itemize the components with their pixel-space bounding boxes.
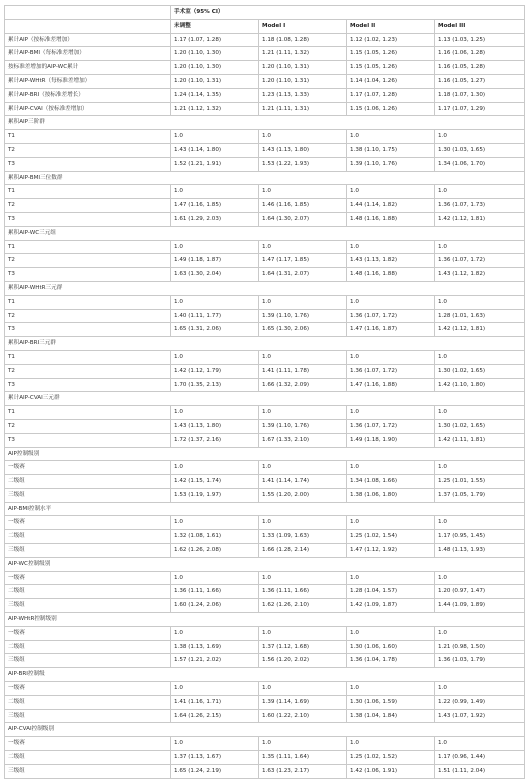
table-row bbox=[5, 737, 525, 751]
value-cell: 1.0 bbox=[171, 185, 259, 199]
value-cell: 1.21 (1.11, 1.32) bbox=[259, 47, 347, 61]
section-label: AIP-BMI控制水平 bbox=[5, 502, 525, 516]
value-cell: 1.67 (1.33, 2.10) bbox=[259, 433, 347, 447]
value-cell: 1.16 (1.05, 1.28) bbox=[435, 61, 525, 75]
value-cell: 1.41 (1.11, 1.78) bbox=[259, 364, 347, 378]
value-cell: 1.39 (1.10, 1.76) bbox=[347, 157, 435, 171]
value-cell: 1.20 (1.10, 1.31) bbox=[171, 74, 259, 88]
value-cell: 1.53 (1.19, 1.97) bbox=[171, 488, 259, 502]
table-row bbox=[5, 102, 525, 116]
value-cell: 1.47 (1.16, 1.85) bbox=[171, 199, 259, 213]
value-cell: 1.62 (1.26, 2.10) bbox=[259, 599, 347, 613]
section-row bbox=[5, 557, 525, 571]
value-cell: 1.25 (1.02, 1.52) bbox=[347, 751, 435, 765]
value-cell: 1.17 (1.07, 1.29) bbox=[435, 102, 525, 116]
value-cell: 1.43 (1.14, 1.80) bbox=[171, 143, 259, 157]
value-cell: 1.0 bbox=[259, 461, 347, 475]
table-row bbox=[5, 254, 525, 268]
value-cell: 1.0 bbox=[435, 130, 525, 144]
header-empty-cell bbox=[5, 19, 171, 33]
value-cell: 1.24 (1.14, 1.35) bbox=[171, 88, 259, 102]
value-cell: 1.30 (1.02, 1.65) bbox=[435, 364, 525, 378]
row-label: 三级组 bbox=[5, 599, 171, 613]
value-cell: 1.36 (1.11, 1.66) bbox=[259, 585, 347, 599]
value-cell: 1.48 (1.13, 1.93) bbox=[435, 544, 525, 558]
value-cell: 1.17 (1.07, 1.28) bbox=[171, 33, 259, 47]
value-cell: 1.0 bbox=[347, 626, 435, 640]
value-cell: 1.0 bbox=[347, 295, 435, 309]
value-cell: 1.43 (1.13, 1.80) bbox=[259, 143, 347, 157]
value-cell: 1.41 (1.14, 1.74) bbox=[259, 475, 347, 489]
row-label: 三级组 bbox=[5, 654, 171, 668]
value-cell: 1.0 bbox=[171, 240, 259, 254]
column-header: Model I bbox=[259, 19, 347, 33]
value-cell: 1.34 (1.08, 1.66) bbox=[347, 475, 435, 489]
value-cell: 1.30 (1.06, 1.60) bbox=[347, 640, 435, 654]
value-cell: 1.47 (1.12, 1.92) bbox=[347, 544, 435, 558]
row-label: T2 bbox=[5, 199, 171, 213]
row-label: T3 bbox=[5, 157, 171, 171]
value-cell: 1.66 (1.32, 2.09) bbox=[259, 378, 347, 392]
value-cell: 1.15 (1.06, 1.26) bbox=[347, 102, 435, 116]
section-row bbox=[5, 116, 525, 130]
row-label: T1 bbox=[5, 130, 171, 144]
value-cell: 1.43 (1.12, 1.82) bbox=[435, 268, 525, 282]
value-cell: 1.39 (1.14, 1.69) bbox=[259, 695, 347, 709]
value-cell: 1.0 bbox=[171, 350, 259, 364]
section-label: 累计AIP-CVAI三元群 bbox=[5, 392, 525, 406]
value-cell: 1.0 bbox=[171, 406, 259, 420]
value-cell: 1.52 (1.21, 1.91) bbox=[171, 157, 259, 171]
value-cell: 1.38 (1.04, 1.84) bbox=[347, 709, 435, 723]
value-cell: 1.0 bbox=[435, 682, 525, 696]
value-cell: 1.20 (1.10, 1.31) bbox=[259, 61, 347, 75]
value-cell: 1.28 (1.01, 1.63) bbox=[435, 309, 525, 323]
section-row bbox=[5, 226, 525, 240]
table-row bbox=[5, 268, 525, 282]
value-cell: 1.0 bbox=[347, 185, 435, 199]
row-label: T3 bbox=[5, 212, 171, 226]
table-row bbox=[5, 682, 525, 696]
value-cell: 1.44 (1.14, 1.82) bbox=[347, 199, 435, 213]
value-cell: 1.42 (1.09, 1.87) bbox=[347, 599, 435, 613]
value-cell: 1.0 bbox=[347, 461, 435, 475]
value-cell: 1.17 (0.95, 1.45) bbox=[435, 530, 525, 544]
value-cell: 1.0 bbox=[435, 406, 525, 420]
value-cell: 1.0 bbox=[435, 737, 525, 751]
table-row bbox=[5, 295, 525, 309]
row-label: 三级组 bbox=[5, 764, 171, 778]
table-row bbox=[5, 185, 525, 199]
value-cell: 1.0 bbox=[435, 295, 525, 309]
value-cell: 1.36 (1.07, 1.72) bbox=[435, 254, 525, 268]
row-label: 二级组 bbox=[5, 640, 171, 654]
value-cell: 1.28 (1.04, 1.57) bbox=[347, 585, 435, 599]
value-cell: 1.0 bbox=[171, 461, 259, 475]
value-cell: 1.42 (1.10, 1.80) bbox=[435, 378, 525, 392]
row-label: 一级赛 bbox=[5, 571, 171, 585]
value-cell: 1.0 bbox=[347, 571, 435, 585]
table-row bbox=[5, 544, 525, 558]
table-row bbox=[5, 88, 525, 102]
table-row bbox=[5, 157, 525, 171]
value-cell: 1.30 (1.03, 1.65) bbox=[435, 143, 525, 157]
value-cell: 1.36 (1.07, 1.73) bbox=[435, 199, 525, 213]
value-cell: 1.0 bbox=[171, 682, 259, 696]
header-empty-cell bbox=[5, 6, 171, 20]
value-cell: 1.0 bbox=[347, 130, 435, 144]
table-row bbox=[5, 488, 525, 502]
value-cell: 1.0 bbox=[435, 626, 525, 640]
value-cell: 1.18 (1.07, 1.30) bbox=[435, 88, 525, 102]
value-cell: 1.41 (1.16, 1.71) bbox=[171, 695, 259, 709]
table-row bbox=[5, 33, 525, 47]
row-label: 二级组 bbox=[5, 475, 171, 489]
row-label: T1 bbox=[5, 185, 171, 199]
value-cell: 1.0 bbox=[435, 571, 525, 585]
value-cell: 1.36 (1.11, 1.66) bbox=[171, 585, 259, 599]
value-cell: 1.62 (1.26, 2.08) bbox=[171, 544, 259, 558]
row-label: T3 bbox=[5, 433, 171, 447]
value-cell: 1.33 (1.09, 1.63) bbox=[259, 530, 347, 544]
value-cell: 1.43 (1.07, 1.92) bbox=[435, 709, 525, 723]
row-label: T3 bbox=[5, 268, 171, 282]
section-label: AIP-BRI控制级 bbox=[5, 668, 525, 682]
value-cell: 1.21 (1.11, 1.31) bbox=[259, 102, 347, 116]
value-cell: 1.0 bbox=[259, 240, 347, 254]
row-label: 三级组 bbox=[5, 488, 171, 502]
value-cell: 1.39 (1.10, 1.76) bbox=[259, 309, 347, 323]
value-cell: 1.0 bbox=[171, 516, 259, 530]
value-cell: 1.20 (1.10, 1.31) bbox=[259, 74, 347, 88]
table-row bbox=[5, 378, 525, 392]
value-cell: 1.0 bbox=[347, 406, 435, 420]
value-cell: 1.0 bbox=[171, 571, 259, 585]
value-cell: 1.64 (1.26, 2.15) bbox=[171, 709, 259, 723]
row-label: 二级组 bbox=[5, 695, 171, 709]
value-cell: 1.47 (1.16, 1.87) bbox=[347, 323, 435, 337]
table-body bbox=[5, 6, 525, 779]
table-row bbox=[5, 516, 525, 530]
section-row bbox=[5, 337, 525, 351]
value-cell: 1.0 bbox=[259, 185, 347, 199]
value-cell: 1.63 (1.30, 2.04) bbox=[171, 268, 259, 282]
value-cell: 1.0 bbox=[435, 240, 525, 254]
value-cell: 1.20 (0.97, 1.47) bbox=[435, 585, 525, 599]
row-label: 一级赛 bbox=[5, 737, 171, 751]
table-row bbox=[5, 640, 525, 654]
value-cell: 1.48 (1.16, 1.88) bbox=[347, 268, 435, 282]
table-row bbox=[5, 406, 525, 420]
column-header: Model III bbox=[435, 19, 525, 33]
value-cell: 1.18 (1.08, 1.28) bbox=[259, 33, 347, 47]
table-row bbox=[5, 654, 525, 668]
section-row bbox=[5, 171, 525, 185]
value-cell: 1.0 bbox=[259, 130, 347, 144]
value-cell: 1.36 (1.07, 1.72) bbox=[347, 419, 435, 433]
column-header: 未调整 bbox=[171, 19, 259, 33]
row-label: T1 bbox=[5, 406, 171, 420]
section-row bbox=[5, 613, 525, 627]
table-row bbox=[5, 695, 525, 709]
value-cell: 1.0 bbox=[259, 682, 347, 696]
value-cell: 1.0 bbox=[435, 461, 525, 475]
value-cell: 1.30 (1.02, 1.65) bbox=[435, 419, 525, 433]
value-cell: 1.36 (1.07, 1.72) bbox=[347, 364, 435, 378]
value-cell: 1.65 (1.24, 2.19) bbox=[171, 764, 259, 778]
section-label: 累积AIP-WC三元组 bbox=[5, 226, 525, 240]
value-cell: 1.0 bbox=[259, 350, 347, 364]
value-cell: 1.20 (1.10, 1.30) bbox=[171, 61, 259, 75]
value-cell: 1.0 bbox=[435, 516, 525, 530]
row-label: 累计AIP-WHtR（每标准差增加） bbox=[5, 74, 171, 88]
row-label: 累计AIP-CVAI（按标准差增加） bbox=[5, 102, 171, 116]
value-cell: 1.22 (0.99, 1.49) bbox=[435, 695, 525, 709]
section-row bbox=[5, 502, 525, 516]
value-cell: 1.0 bbox=[171, 737, 259, 751]
row-label: T2 bbox=[5, 309, 171, 323]
table-row bbox=[5, 364, 525, 378]
table-row bbox=[5, 599, 525, 613]
section-label: AIP-WC控制级别 bbox=[5, 557, 525, 571]
value-cell: 1.35 (1.11, 1.64) bbox=[259, 751, 347, 765]
value-cell: 1.16 (1.05, 1.27) bbox=[435, 74, 525, 88]
table-row bbox=[5, 74, 525, 88]
value-cell: 1.42 (1.12, 1.81) bbox=[435, 323, 525, 337]
value-cell: 1.60 (1.24, 2.06) bbox=[171, 599, 259, 613]
table-row bbox=[5, 461, 525, 475]
value-cell: 1.42 (1.12, 1.79) bbox=[171, 364, 259, 378]
value-cell: 1.37 (1.05, 1.79) bbox=[435, 488, 525, 502]
value-cell: 1.64 (1.30, 2.07) bbox=[259, 212, 347, 226]
section-label: 累积AIP-BRI三元群 bbox=[5, 337, 525, 351]
section-label: 累积AIP-BMI三位数群 bbox=[5, 171, 525, 185]
row-label: 一级赛 bbox=[5, 682, 171, 696]
table-row bbox=[5, 419, 525, 433]
table-row bbox=[5, 709, 525, 723]
value-cell: 1.34 (1.06, 1.70) bbox=[435, 157, 525, 171]
value-cell: 1.0 bbox=[259, 626, 347, 640]
value-cell: 1.17 (0.96, 1.44) bbox=[435, 751, 525, 765]
value-cell: 1.44 (1.09, 1.89) bbox=[435, 599, 525, 613]
row-label: T2 bbox=[5, 143, 171, 157]
row-label: T1 bbox=[5, 295, 171, 309]
row-label: 二级组 bbox=[5, 530, 171, 544]
value-cell: 1.70 (1.35, 2.13) bbox=[171, 378, 259, 392]
value-cell: 1.0 bbox=[347, 737, 435, 751]
value-cell: 1.38 (1.13, 1.69) bbox=[171, 640, 259, 654]
value-cell: 1.37 (1.12, 1.68) bbox=[259, 640, 347, 654]
row-label: T3 bbox=[5, 323, 171, 337]
value-cell: 1.32 (1.08, 1.61) bbox=[171, 530, 259, 544]
row-label: 一级赛 bbox=[5, 461, 171, 475]
value-cell: 1.0 bbox=[171, 626, 259, 640]
section-label: AIP-WHtR控制级别 bbox=[5, 613, 525, 627]
value-cell: 1.37 (1.13, 1.67) bbox=[171, 751, 259, 765]
value-cell: 1.0 bbox=[259, 406, 347, 420]
value-cell: 1.38 (1.06, 1.80) bbox=[347, 488, 435, 502]
table-row bbox=[5, 764, 525, 778]
row-label: T2 bbox=[5, 364, 171, 378]
value-cell: 1.0 bbox=[259, 295, 347, 309]
row-label: T2 bbox=[5, 254, 171, 268]
row-label: 按标准差增加的AIP-WC累计 bbox=[5, 61, 171, 75]
table-row bbox=[5, 47, 525, 61]
section-label: 累积AIP-WHtR三元群 bbox=[5, 281, 525, 295]
value-cell: 1.65 (1.31, 2.06) bbox=[171, 323, 259, 337]
row-label: T2 bbox=[5, 419, 171, 433]
section-row bbox=[5, 392, 525, 406]
row-label: 三级组 bbox=[5, 544, 171, 558]
section-label: AIP控制级别 bbox=[5, 447, 525, 461]
table-row bbox=[5, 240, 525, 254]
row-label: 二级组 bbox=[5, 751, 171, 765]
value-cell: 1.15 (1.05, 1.26) bbox=[347, 47, 435, 61]
value-cell: 1.0 bbox=[259, 516, 347, 530]
value-cell: 1.42 (1.15, 1.74) bbox=[171, 475, 259, 489]
value-cell: 1.14 (1.04, 1.26) bbox=[347, 74, 435, 88]
value-cell: 1.0 bbox=[347, 240, 435, 254]
value-cell: 1.60 (1.22, 2.10) bbox=[259, 709, 347, 723]
table-row bbox=[5, 571, 525, 585]
table-row bbox=[5, 530, 525, 544]
value-cell: 1.0 bbox=[347, 682, 435, 696]
value-cell: 1.13 (1.03, 1.25) bbox=[435, 33, 525, 47]
value-cell: 1.25 (1.02, 1.54) bbox=[347, 530, 435, 544]
table-row bbox=[5, 61, 525, 75]
value-cell: 1.47 (1.17, 1.85) bbox=[259, 254, 347, 268]
value-cell: 1.0 bbox=[435, 185, 525, 199]
value-cell: 1.25 (1.01, 1.55) bbox=[435, 475, 525, 489]
value-cell: 1.57 (1.21, 2.02) bbox=[171, 654, 259, 668]
value-cell: 1.12 (1.02, 1.23) bbox=[347, 33, 435, 47]
row-label: 累计AIP-BRI（按标准差增长） bbox=[5, 88, 171, 102]
value-cell: 1.65 (1.30, 2.06) bbox=[259, 323, 347, 337]
value-cell: 1.56 (1.20, 2.02) bbox=[259, 654, 347, 668]
row-label: 三级组 bbox=[5, 709, 171, 723]
hazard-ratio-table bbox=[4, 5, 525, 779]
value-cell: 1.0 bbox=[347, 350, 435, 364]
table-row bbox=[5, 323, 525, 337]
value-cell: 1.49 (1.18, 1.87) bbox=[171, 254, 259, 268]
value-cell: 1.55 (1.20, 2.00) bbox=[259, 488, 347, 502]
value-cell: 1.15 (1.05, 1.26) bbox=[347, 61, 435, 75]
value-cell: 1.0 bbox=[171, 295, 259, 309]
value-cell: 1.61 (1.29, 2.03) bbox=[171, 212, 259, 226]
header-group-title: 手术室（95% CI） bbox=[171, 6, 525, 20]
value-cell: 1.36 (1.04, 1.78) bbox=[347, 654, 435, 668]
table-row bbox=[5, 475, 525, 489]
header-row-2 bbox=[5, 19, 525, 33]
value-cell: 1.0 bbox=[259, 571, 347, 585]
value-cell: 1.36 (1.07, 1.72) bbox=[347, 309, 435, 323]
column-header: Model II bbox=[347, 19, 435, 33]
section-row bbox=[5, 668, 525, 682]
value-cell: 1.16 (1.06, 1.28) bbox=[435, 47, 525, 61]
value-cell: 1.47 (1.16, 1.88) bbox=[347, 378, 435, 392]
value-cell: 1.64 (1.31, 2.07) bbox=[259, 268, 347, 282]
value-cell: 1.66 (1.28, 2.14) bbox=[259, 544, 347, 558]
value-cell: 1.42 (1.11, 1.81) bbox=[435, 433, 525, 447]
section-label: AIP-CVAI控制级别 bbox=[5, 723, 525, 737]
row-label: T1 bbox=[5, 350, 171, 364]
value-cell: 1.43 (1.13, 1.82) bbox=[347, 254, 435, 268]
value-cell: 1.42 (1.12, 1.81) bbox=[435, 212, 525, 226]
table-row bbox=[5, 212, 525, 226]
table-row bbox=[5, 626, 525, 640]
row-label: 二级组 bbox=[5, 585, 171, 599]
row-label: T1 bbox=[5, 240, 171, 254]
table-row bbox=[5, 433, 525, 447]
value-cell: 1.72 (1.37, 2.16) bbox=[171, 433, 259, 447]
row-label: 一级赛 bbox=[5, 626, 171, 640]
table-row bbox=[5, 199, 525, 213]
value-cell: 1.43 (1.13, 1.80) bbox=[171, 419, 259, 433]
header-row-1 bbox=[5, 6, 525, 20]
table-row bbox=[5, 130, 525, 144]
value-cell: 1.38 (1.10, 1.75) bbox=[347, 143, 435, 157]
value-cell: 1.21 (1.12, 1.32) bbox=[171, 102, 259, 116]
table-row bbox=[5, 309, 525, 323]
value-cell: 1.0 bbox=[347, 516, 435, 530]
value-cell: 1.63 (1.23, 2.17) bbox=[259, 764, 347, 778]
value-cell: 1.48 (1.16, 1.88) bbox=[347, 212, 435, 226]
value-cell: 1.49 (1.18, 1.90) bbox=[347, 433, 435, 447]
value-cell: 1.53 (1.22, 1.93) bbox=[259, 157, 347, 171]
section-row bbox=[5, 281, 525, 295]
value-cell: 1.51 (1.11, 2.04) bbox=[435, 764, 525, 778]
table-row bbox=[5, 585, 525, 599]
value-cell: 1.42 (1.06, 1.91) bbox=[347, 764, 435, 778]
row-label: 一级赛 bbox=[5, 516, 171, 530]
value-cell: 1.30 (1.06, 1.59) bbox=[347, 695, 435, 709]
value-cell: 1.40 (1.11, 1.77) bbox=[171, 309, 259, 323]
value-cell: 1.21 (0.98, 1.50) bbox=[435, 640, 525, 654]
section-row bbox=[5, 723, 525, 737]
value-cell: 1.36 (1.03, 1.79) bbox=[435, 654, 525, 668]
row-label: 累计AIP-BMI（每标准差增加） bbox=[5, 47, 171, 61]
table-row bbox=[5, 350, 525, 364]
table-row bbox=[5, 751, 525, 765]
row-label: 累计AIP（按标准差增加） bbox=[5, 33, 171, 47]
section-label: 累积AIP三阶群 bbox=[5, 116, 525, 130]
value-cell: 1.0 bbox=[171, 130, 259, 144]
value-cell: 1.17 (1.07, 1.28) bbox=[347, 88, 435, 102]
value-cell: 1.23 (1.13, 1.33) bbox=[259, 88, 347, 102]
value-cell: 1.20 (1.10, 1.30) bbox=[171, 47, 259, 61]
value-cell: 1.46 (1.16, 1.85) bbox=[259, 199, 347, 213]
value-cell: 1.0 bbox=[435, 350, 525, 364]
table-row bbox=[5, 143, 525, 157]
value-cell: 1.0 bbox=[259, 737, 347, 751]
row-label: T3 bbox=[5, 378, 171, 392]
value-cell: 1.39 (1.10, 1.76) bbox=[259, 419, 347, 433]
section-row bbox=[5, 447, 525, 461]
